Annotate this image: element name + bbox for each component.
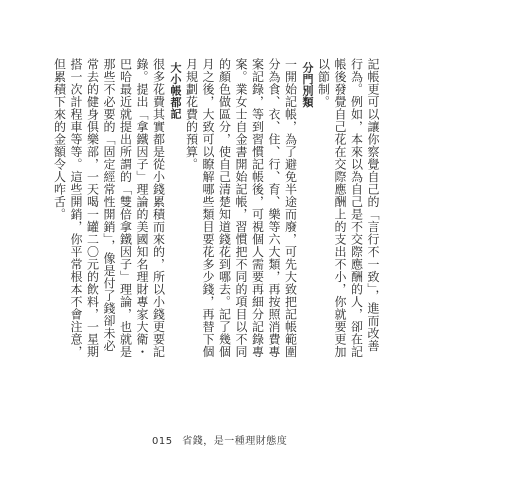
vertical-text-body: [52, 58, 381, 358]
paragraph-3: 很多花費其實都是從小錢累積而來的，所以小錢更要記錄。提出「拿鐵因子」理論的美國知名理財專家大衛・巴哈最近就提出所謂的「雙倍拿鐵因子」理論，也就是那些不必要的「固定經常性開銷」，像是付了錢卻未必常去的健身俱樂部，一天喝一罐二〇元的飲料，一星期搭一次計程車等等。這些開銷，你平常根本不會注意，但累積下來的金額令人咋舌。: [52, 58, 166, 358]
paragraph-1: 記帳更可以讓你察覺自己的「言行不一致」，進而改善行為。例如，本來以為自己是不交際應酬的人，卻在記帳後發覺自己花在交際應酬上的支出不小，你就要更加以節制。: [316, 58, 380, 358]
section-heading-2: 大小帳都記: [169, 62, 182, 120]
section-heading-1: 分門別類: [301, 62, 314, 108]
page-number: 015: [152, 436, 173, 447]
page-footer: [152, 432, 287, 447]
running-title: 省錢，是一種理財態度: [182, 436, 288, 447]
paragraph-2: 一開始記帳，為了避免半途而廢，可先大致把記帳範圍分為食、衣、住、行、育、樂等六大類，再按照消費專案記錄，等到習慣記帳後，可視個人需要再細分記錄專案。業女士自金書開始記帳，習慣把不同的項目以不同的顏色做區分，使自己清楚知道錢花到哪去。記了幾個月之後，大致可以瞭解哪些類目要花多少錢，再替下個月規劃花費的預算。: [184, 58, 298, 358]
